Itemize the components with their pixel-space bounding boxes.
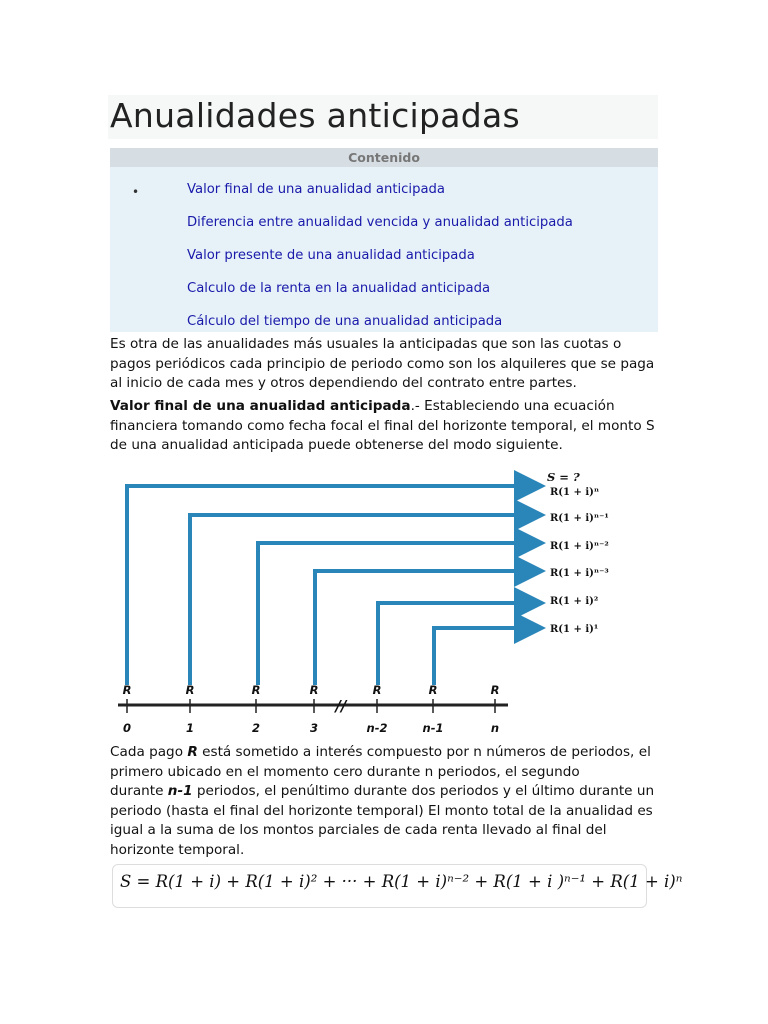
sum-formula: S = R(1 + i) + R(1 + i)² + ··· + R(1 + i)ⁿ⁻² + R(1 + i )ⁿ⁻¹ + R(1 + i)ⁿ [120, 872, 683, 891]
payment-label: R [185, 683, 195, 697]
arrow-label: R(1 + i)ⁿ [550, 487, 600, 498]
intro-line: pagos periódicos cada principio de periodo como son los alquileres que se paga [110, 355, 655, 372]
arrow-label: R(1 + i)ⁿ⁻³ [550, 568, 609, 579]
tick-label: n-1 [422, 721, 444, 735]
paragraph-line: horizonte temporal. [110, 841, 245, 858]
time-line-diagram [110, 457, 622, 739]
toc-bullet: • [132, 185, 140, 199]
tick-label: 1 [185, 721, 195, 735]
toc-link-diferencia[interactable]: Diferencia entre anualidad vencida y anualidad anticipada [187, 215, 573, 230]
intro-line: al inicio de cada mes y otros dependiendo del contrato entre partes. [110, 375, 577, 391]
arrow-period-1 [190, 515, 538, 685]
paragraph-line: primero ubicado en el momento cero durante n periodos, el segundo [110, 763, 580, 780]
cada-pago-paragraph [110, 743, 670, 860]
valor-final-paragraph [110, 397, 670, 456]
toc-link-calculo-renta[interactable]: Calculo de la renta en la anualidad anticipada [187, 281, 491, 296]
intro-line: Es otra de las anualidades más usuales la anticipadas que son las cuotas o [110, 336, 622, 352]
paragraph-line: periodo (hasta el final del horizonte temporal) El monto total de la anualidad es [110, 802, 653, 819]
arrow-period-2 [258, 543, 538, 685]
text-run: periodos, el penúltimo durante dos periodos y el último durante un [192, 783, 655, 799]
tick-label: 0 [122, 721, 132, 735]
valor-final-heading: Valor final de una anualidad anticipada [110, 398, 411, 414]
valor-final-line: financiera tomando como fecha focal el final del horizonte temporal, el monto S [110, 417, 655, 434]
text-run: está sometido a interés compuesto por n números de periodos, el [197, 744, 651, 760]
arrow-period-n-2 [378, 603, 538, 685]
arrow-label: R(1 + i)ⁿ⁻¹ [550, 513, 609, 524]
arrow-period-n-1 [434, 628, 538, 685]
payment-label: R [428, 683, 438, 697]
period-symbol: n-1 [167, 783, 193, 799]
toc-link-valor-presente[interactable]: Valor presente de una anualidad anticipada [187, 248, 475, 263]
axis-break-mark: // [335, 697, 347, 715]
arrow-label: R(1 + i)² [550, 596, 599, 607]
payment-label: R [372, 683, 382, 697]
toc-link-valor-final[interactable]: Valor final de una anualidad anticipada [187, 182, 446, 197]
arrow-label: R(1 + i)¹ [550, 624, 599, 635]
table-of-contents [110, 148, 658, 332]
valor-final-line: de una anualidad anticipada puede obtenerse del modo siguiente. [110, 437, 563, 453]
arrow-label: R(1 + i)ⁿ⁻² [550, 541, 609, 552]
tick-label: n [490, 721, 500, 735]
payment-symbol: R [187, 744, 198, 760]
payment-label: R [251, 683, 261, 697]
intro-paragraph [110, 335, 670, 394]
page-title: Anualidades anticipadas [110, 96, 521, 135]
toc-heading: Contenido [110, 148, 658, 167]
growth-arrows [127, 486, 538, 685]
tick-label: n-2 [366, 721, 388, 735]
toc-link-calculo-tiempo[interactable]: Cálculo del tiempo de una anualidad anticipada [187, 314, 503, 329]
valor-final-text: .- Estableciendo una ecuación [410, 398, 615, 414]
payment-label: R [309, 683, 319, 697]
text-run: Cada pago [110, 744, 188, 760]
tick-label: 3 [309, 721, 319, 735]
payment-label: R [490, 683, 500, 697]
paragraph-line: igual a la suma de los montos parciales de cada renta llevado al final del [110, 822, 607, 838]
text-run: durante [110, 783, 168, 799]
result-label: S = ? [547, 470, 580, 484]
tick-label: 2 [251, 721, 261, 735]
payment-label: R [122, 683, 132, 697]
